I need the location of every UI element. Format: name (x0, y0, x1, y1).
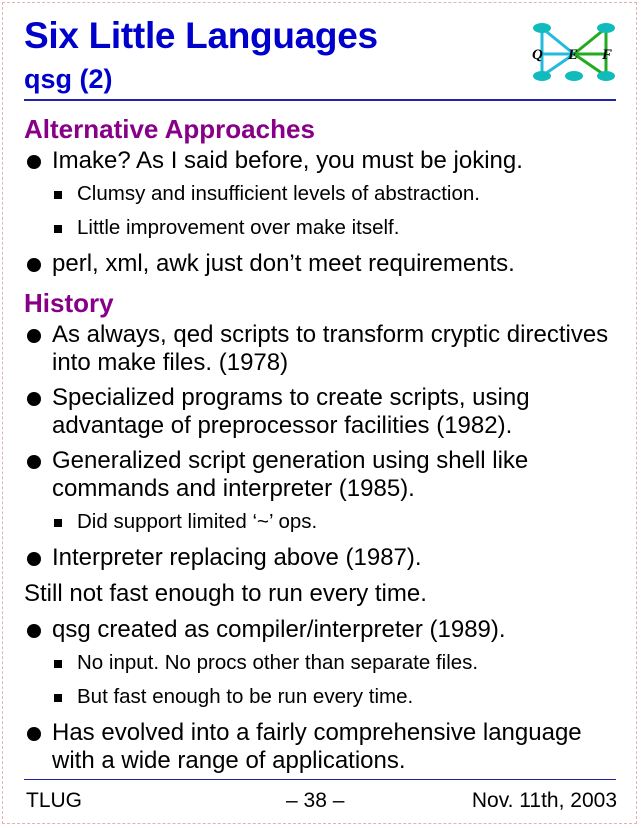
bullet-text: perl, xml, awk just don’t meet requirements. (52, 250, 515, 277)
square-bullet-icon (54, 660, 62, 668)
bullet-dot-icon (27, 455, 41, 469)
sub-bullet-text: Did support limited ‘~’ ops. (77, 510, 318, 533)
bullet-item (24, 147, 624, 175)
bullet-text: Has evolved into a fairly comprehensive language with a wide range of applications. (52, 719, 582, 774)
square-bullet-icon (54, 191, 62, 199)
bullet-dot-icon (27, 155, 41, 169)
header-rule (24, 99, 616, 101)
logo-letter-e: E (568, 47, 579, 63)
square-bullet-icon (54, 694, 62, 702)
slide-title: Six Little Languages (24, 15, 378, 56)
slide-content (24, 112, 624, 782)
bullet-dot-icon (27, 258, 41, 272)
sub-bullet-text: Little improvement over make itself. (77, 216, 400, 239)
statement-text: Still not fast enough to run every time. (24, 580, 427, 607)
footer-left: TLUG (26, 789, 83, 812)
bullet-item (24, 447, 624, 503)
bullet-text: qsg created as compiler/interpreter (1989). (52, 616, 506, 643)
bullet-item (24, 384, 624, 440)
bullet-item (24, 544, 624, 572)
square-bullet-icon (54, 225, 62, 233)
bullet-dot-icon (27, 727, 41, 741)
qef-logo (528, 18, 620, 84)
bullet-text: Specialized programs to create scripts, using advantage of preprocessor facilities (1982). (52, 384, 530, 439)
bullet-item (24, 250, 624, 278)
bullet-text: Imake? As I said before, you must be joking. (52, 147, 523, 174)
sub-bullet-item (24, 510, 624, 534)
bullet-text: As always, qed scripts to transform cryptic directives into make files. (1978) (52, 321, 609, 376)
bullet-text: Generalized script generation using shell like commands and interpreter (1985). (52, 447, 529, 502)
square-bullet-icon (54, 519, 62, 527)
sub-bullet-text: But fast enough to be run every time. (77, 685, 414, 708)
sub-bullet-text: Clumsy and insufficient levels of abstraction. (77, 182, 480, 205)
bullet-dot-icon (27, 624, 41, 638)
bullet-item (24, 719, 624, 775)
section-heading-alternative-approaches: Alternative Approaches (24, 114, 315, 144)
sub-bullet-item (24, 651, 624, 675)
logo-letter-q: Q (532, 47, 543, 63)
sub-bullet-item (24, 216, 624, 240)
bullet-item (24, 321, 624, 377)
logo-letter-f: F (602, 47, 613, 63)
footer-rule (24, 779, 616, 780)
sub-bullet-item (24, 685, 624, 709)
bullet-dot-icon (27, 329, 41, 343)
sub-bullet-text: No input. No procs other than separate files. (77, 651, 479, 674)
bullet-item (24, 616, 624, 644)
bullet-dot-icon (27, 392, 41, 406)
bullet-text: Interpreter replacing above (1987). (52, 544, 422, 571)
sub-bullet-item (24, 182, 624, 206)
slide-subtitle: qsg (2) (24, 64, 113, 94)
section-heading-history: History (24, 288, 114, 318)
footer-date: Nov. 11th, 2003 (471, 789, 617, 812)
bullet-dot-icon (27, 552, 41, 566)
page-number: – 38 – (286, 789, 345, 812)
